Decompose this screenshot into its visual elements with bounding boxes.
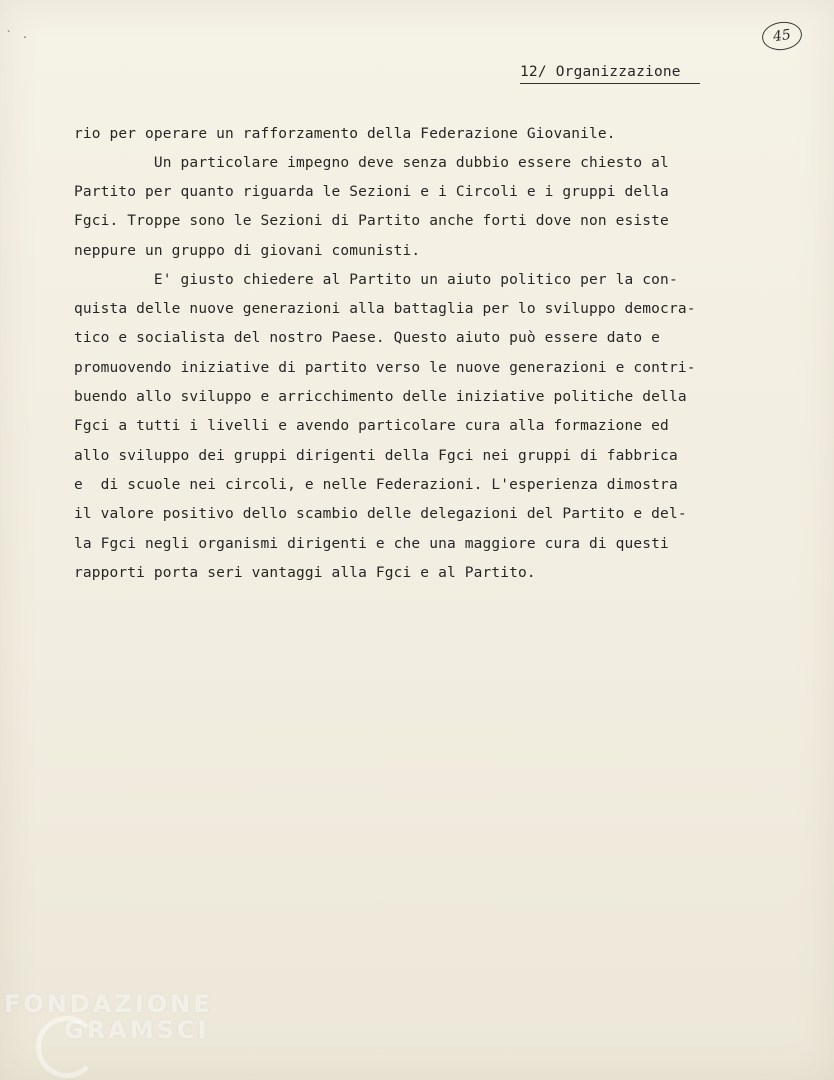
text-line: tico e socialista del nostro Paese. Questo aiuto può essere dato e <box>74 330 661 346</box>
text-line: E' giusto chiedere al Partito un aiuto politico per la con- <box>74 272 678 288</box>
text-line: quista delle nuove generazioni alla battaglia per lo sviluppo democra- <box>74 301 696 317</box>
text-line: promuovendo iniziative di partito verso le nuove generazioni e contri- <box>74 360 696 376</box>
text-line: neppure un gruppo di giovani comunisti. <box>74 243 421 259</box>
text-line: e di scuole nei circoli, e nelle Federazioni. L'esperienza dimostra <box>74 477 678 493</box>
watermark-g-mark <box>36 1016 98 1078</box>
header-underline <box>520 83 700 84</box>
watermark-line-2: GRAMSCI <box>64 1016 210 1044</box>
text-line: allo sviluppo dei gruppi dirigenti della Fgci nei gruppi di fabbrica <box>74 448 678 464</box>
text-line: rapporti porta seri vantaggi alla Fgci e al Partito. <box>74 565 536 581</box>
text-line: Partito per quanto riguarda le Sezioni e i Circoli e i gruppi della <box>74 184 669 200</box>
text-line: il valore positivo dello scambio delle delegazioni del Partito e del- <box>74 506 687 522</box>
corner-marks: ` . <box>6 30 31 41</box>
text-line: Fgci a tutti i livelli e avendo particolare cura alla formazione ed <box>74 418 669 434</box>
text-line: rio per operare un rafforzamento della Federazione Giovanile. <box>74 126 616 142</box>
text-line: buendo allo sviluppo e arricchimento delle iniziative politiche della <box>74 389 687 405</box>
text-line: la Fgci negli organismi dirigenti e che una maggiore cura di questi <box>74 536 669 552</box>
text-line: Fgci. Troppe sono le Sezioni di Partito anche forti dove non esiste <box>74 213 669 229</box>
text-line: Un particolare impegno deve senza dubbio essere chiesto al <box>74 155 669 171</box>
page-number-stamp: 45 <box>760 19 804 52</box>
archive-watermark <box>4 990 213 1044</box>
watermark-line-1: FONDAZIONE <box>4 990 213 1018</box>
section-header: 12/ Organizzazione <box>520 64 681 80</box>
